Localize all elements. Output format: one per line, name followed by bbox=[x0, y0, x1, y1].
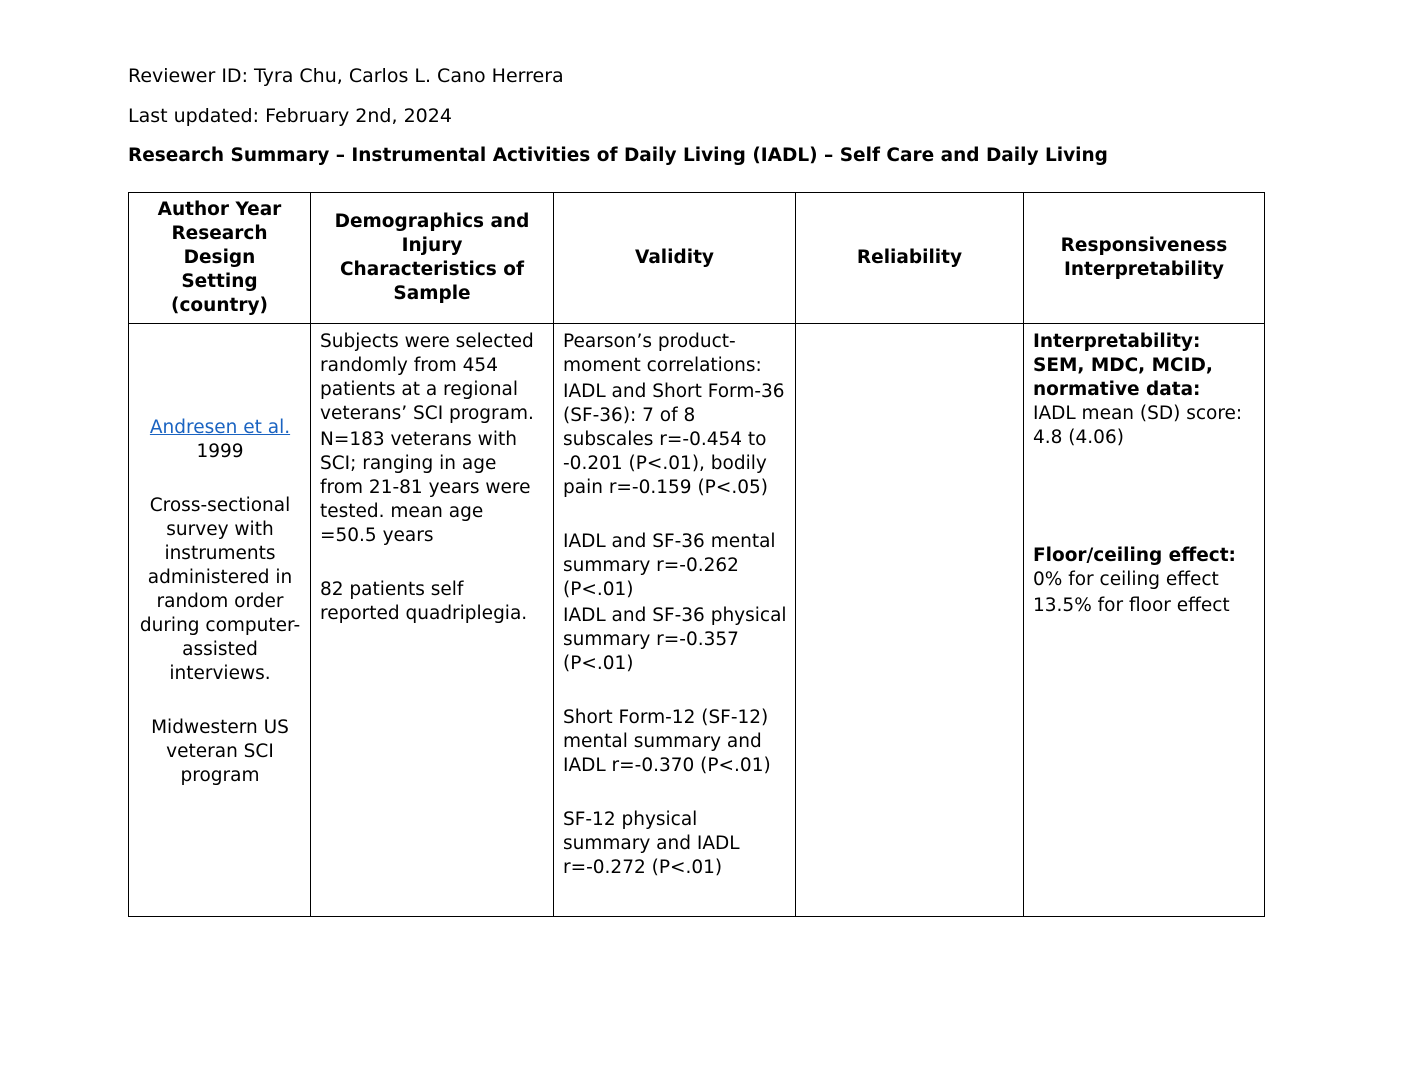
header-author-line: Setting bbox=[181, 271, 258, 292]
header-responsiveness-line: Interpretability bbox=[1064, 259, 1224, 280]
validity-para: IADL and SF-36 mental summary r=-0.262 (P<.01) bbox=[563, 531, 776, 600]
header-author-line: Design bbox=[183, 247, 256, 268]
ceiling-effect: 0% for ceiling effect bbox=[1033, 569, 1219, 590]
header-author-line: Author Year bbox=[157, 199, 282, 220]
validity-para: Pearson’s product-moment correlations: bbox=[563, 331, 762, 376]
header-author bbox=[129, 193, 311, 324]
header-demographics bbox=[311, 193, 554, 324]
header-demographics-line: Characteristics of bbox=[339, 259, 525, 280]
header-demographics-line: Injury bbox=[401, 235, 463, 256]
demographics-para: Subjects were selected randomly from 454 patients at a regional veterans’ SCI program. bbox=[320, 331, 534, 424]
cell-responsiveness bbox=[1024, 324, 1265, 917]
demographics-para: N=183 veterans with SCI; ranging in age from 21-81 years were tested. mean age =50.5 years bbox=[320, 429, 531, 546]
reviewer-id: Reviewer ID: Tyra Chu, Carlos L. Cano Herrera bbox=[128, 65, 564, 87]
validity-para: Short Form-12 (SF-12) mental summary and IADL r=-0.370 (P<.01) bbox=[563, 707, 771, 776]
header-demographics-line: Demographics and bbox=[334, 211, 530, 232]
cell-demographics bbox=[311, 324, 554, 917]
study-link-andresen[interactable]: Andresen et al. bbox=[149, 417, 291, 438]
validity-para: IADL and Short Form-36 (SF-36): 7 of 8 subscales r=-0.454 to -0.201 (P<.01), bodily pain r=-0.159 (P<.05) bbox=[563, 381, 785, 498]
validity-para: IADL and SF-36 physical summary r=-0.357 (P<.01) bbox=[563, 605, 787, 674]
cell-author bbox=[129, 324, 311, 917]
demographics-para: 82 patients self reported quadriplegia. bbox=[320, 579, 528, 624]
cell-validity bbox=[554, 324, 796, 917]
study-design: Cross-sectional survey with instruments administered in random order during computer-assisted interviews. bbox=[139, 495, 301, 684]
research-summary-table bbox=[128, 192, 1265, 917]
header-author-line: Research bbox=[171, 223, 268, 244]
header-author-line: (country) bbox=[171, 295, 268, 316]
last-updated: Last updated: February 2nd, 2024 bbox=[128, 105, 452, 127]
page-title: Research Summary – Instrumental Activities of Daily Living (IADL) – Self Care and Daily Living bbox=[128, 145, 1108, 166]
header-demographics-line: Sample bbox=[393, 283, 471, 304]
study-year: 1999 bbox=[196, 441, 244, 462]
interpretability-heading: Interpretability: SEM, MDC, MCID, normative data: bbox=[1033, 331, 1213, 400]
interpretability-text: IADL mean (SD) score: 4.8 (4.06) bbox=[1033, 403, 1243, 448]
floor-effect: 13.5% for floor effect bbox=[1033, 595, 1230, 616]
cell-reliability bbox=[796, 324, 1024, 917]
study-setting: Midwestern US veteran SCI program bbox=[151, 717, 289, 786]
header-responsiveness-line: Responsiveness bbox=[1060, 235, 1228, 256]
header-reliability: Reliability bbox=[796, 193, 1024, 324]
table-header-row bbox=[129, 193, 1265, 324]
header-responsiveness bbox=[1024, 193, 1265, 324]
table-row bbox=[129, 324, 1265, 917]
header-validity: Validity bbox=[554, 193, 796, 324]
floor-ceiling-heading: Floor/ceiling effect: bbox=[1033, 545, 1236, 566]
validity-para: SF-12 physical summary and IADL r=-0.272 (P<.01) bbox=[563, 809, 740, 878]
